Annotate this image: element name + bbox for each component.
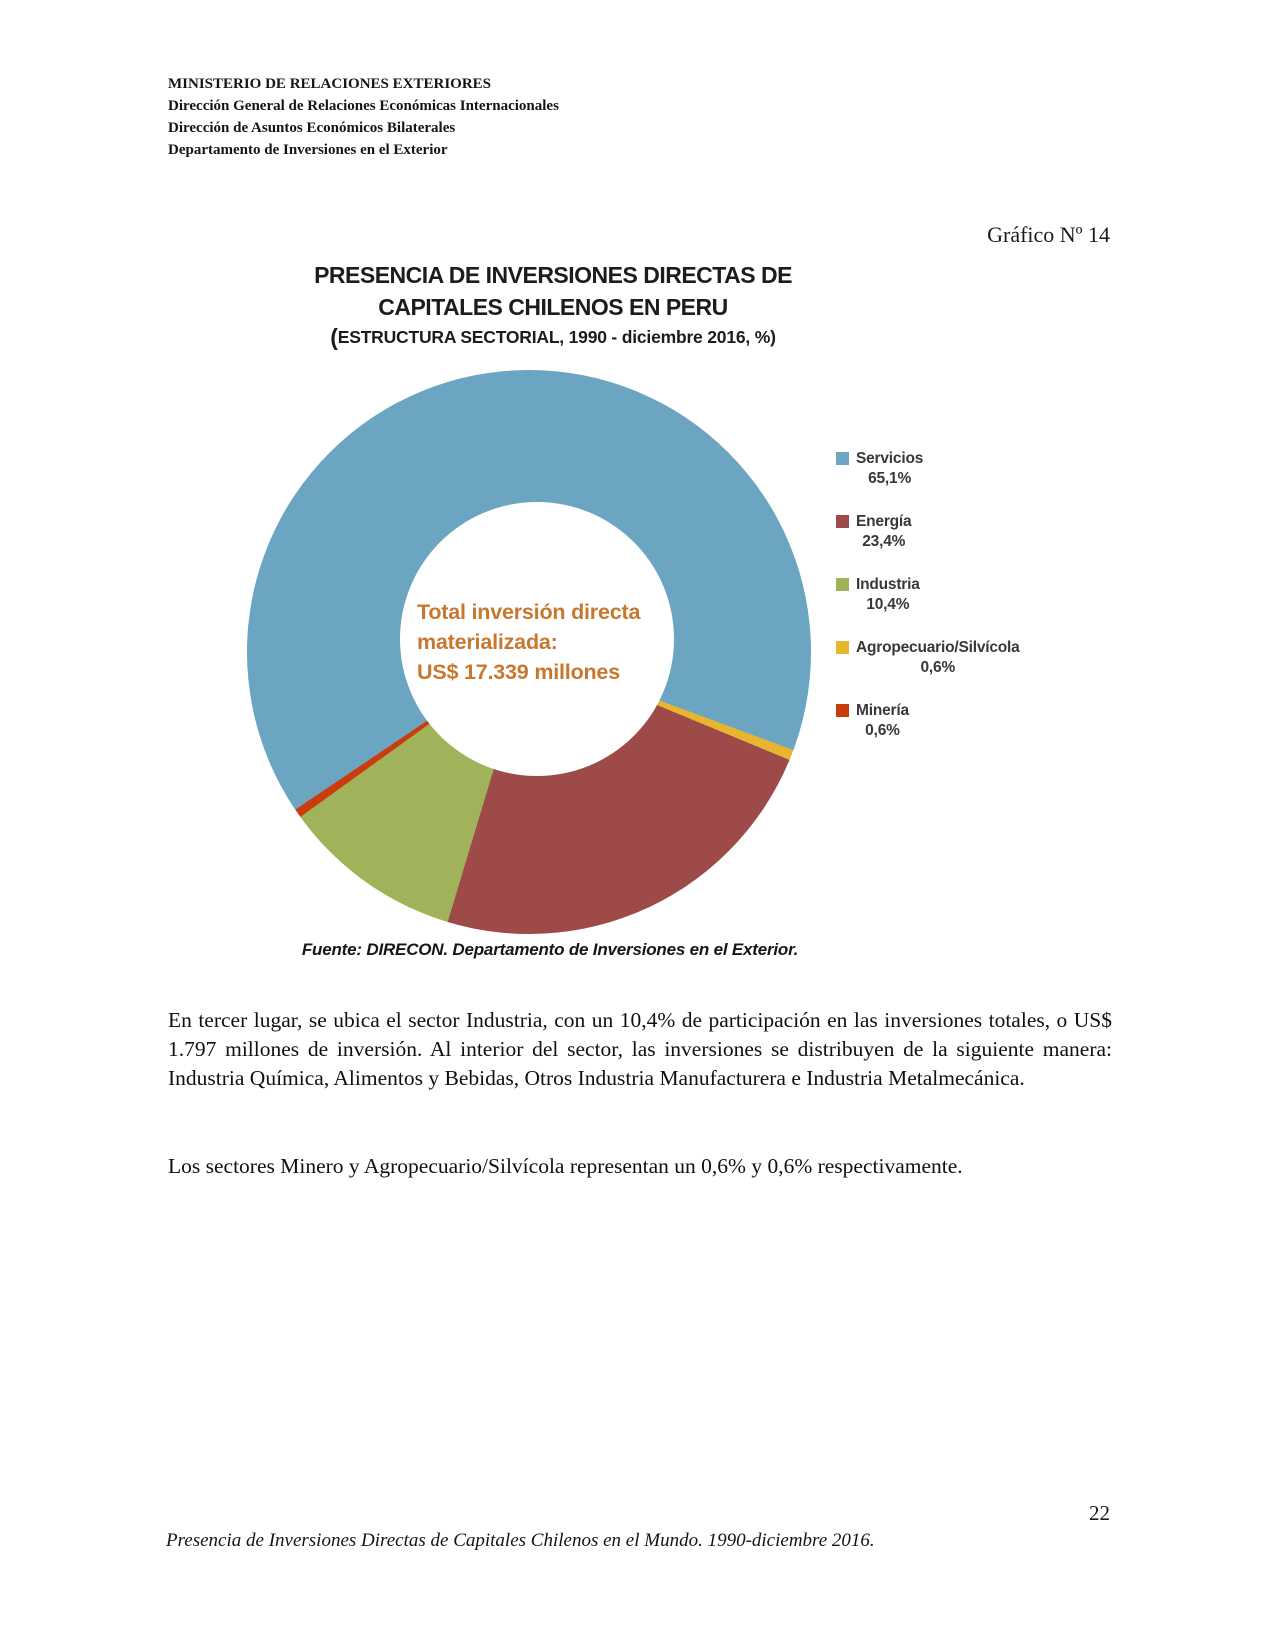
legend-item (836, 575, 1020, 615)
legend-value: 0,6% (920, 659, 956, 676)
header-line-4: Departamento de Inversiones en el Exterior (168, 142, 448, 158)
legend-item (836, 701, 1020, 741)
legend-swatch (836, 452, 849, 465)
chart-legend (836, 449, 1020, 741)
donut-center-label (417, 597, 677, 687)
legend-label: Industria (856, 576, 920, 593)
body-paragraph-2: Los sectores Minero y Agropecuario/Silvícola representan un 0,6% y 0,6% respectivamente. (168, 1154, 963, 1178)
legend-value: 23,4% (862, 533, 906, 550)
legend-value: 65,1% (868, 470, 912, 487)
legend-swatch (836, 704, 849, 717)
chart-source: Fuente: DIRECON. Departamento de Inversiones en el Exterior. (301, 940, 799, 959)
header-line-1: MINISTERIO DE RELACIONES EXTERIORES (168, 76, 491, 92)
legend-value: 10,4% (866, 596, 910, 613)
donut-center-line-3: US$ 17.339 millones (417, 660, 620, 684)
legend-item (836, 512, 1020, 552)
chart-subtitle (275, 324, 831, 351)
legend-swatch (836, 641, 849, 654)
donut-center-line-1: Total inversión directa (417, 600, 641, 624)
legend-swatch (836, 515, 849, 528)
legend-label: Agropecuario/Silvícola (856, 639, 1020, 656)
legend-item (836, 638, 1020, 678)
chart-subtitle-paren: ( (330, 324, 338, 350)
legend-item (836, 449, 1020, 489)
legend-swatch (836, 578, 849, 591)
header-line-3: Dirección de Asuntos Económicos Bilaterales (168, 120, 456, 136)
page-number: 22 (1089, 1501, 1110, 1525)
legend-text (856, 449, 923, 489)
ministry-header (168, 73, 559, 161)
body-paragraph-1: En tercer lugar, se ubica el sector Industria, con un 10,4% de participación en las inversiones totales, o US$ 1.797 millones de inversión. Al interior del sector, las inversiones se distribuyen de la siguiente manera: Industria Química, Alimentos y Bebidas, Otros Industria Manufacturera e Industria Metalmecánica. (168, 1008, 1112, 1090)
legend-label: Servicios (856, 450, 924, 467)
header-line-2: Dirección General de Relaciones Económicas Internacionales (168, 98, 559, 114)
donut-center-line-2: materializada: (417, 630, 558, 654)
legend-text (856, 512, 911, 552)
legend-label: Energía (856, 513, 912, 530)
legend-text (856, 701, 909, 741)
chart-subtitle-text: ESTRUCTURA SECTORIAL, 1990 - diciembre 2016, %) (337, 327, 776, 347)
chart-title-line-2: CAPITALES CHILENOS EN PERU (378, 294, 728, 320)
legend-label: Minería (856, 702, 909, 719)
figure-label: Gráfico Nº 14 (987, 222, 1110, 247)
legend-value: 0,6% (865, 722, 900, 739)
chart-title-line-1: PRESENCIA DE INVERSIONES DIRECTAS DE (314, 262, 792, 288)
chart-title (275, 259, 831, 323)
footer-note: Presencia de Inversiones Directas de Capitales Chilenos en el Mundo. 1990-diciembre 2016. (166, 1530, 875, 1551)
legend-text (856, 575, 920, 615)
legend-text (856, 638, 1020, 678)
